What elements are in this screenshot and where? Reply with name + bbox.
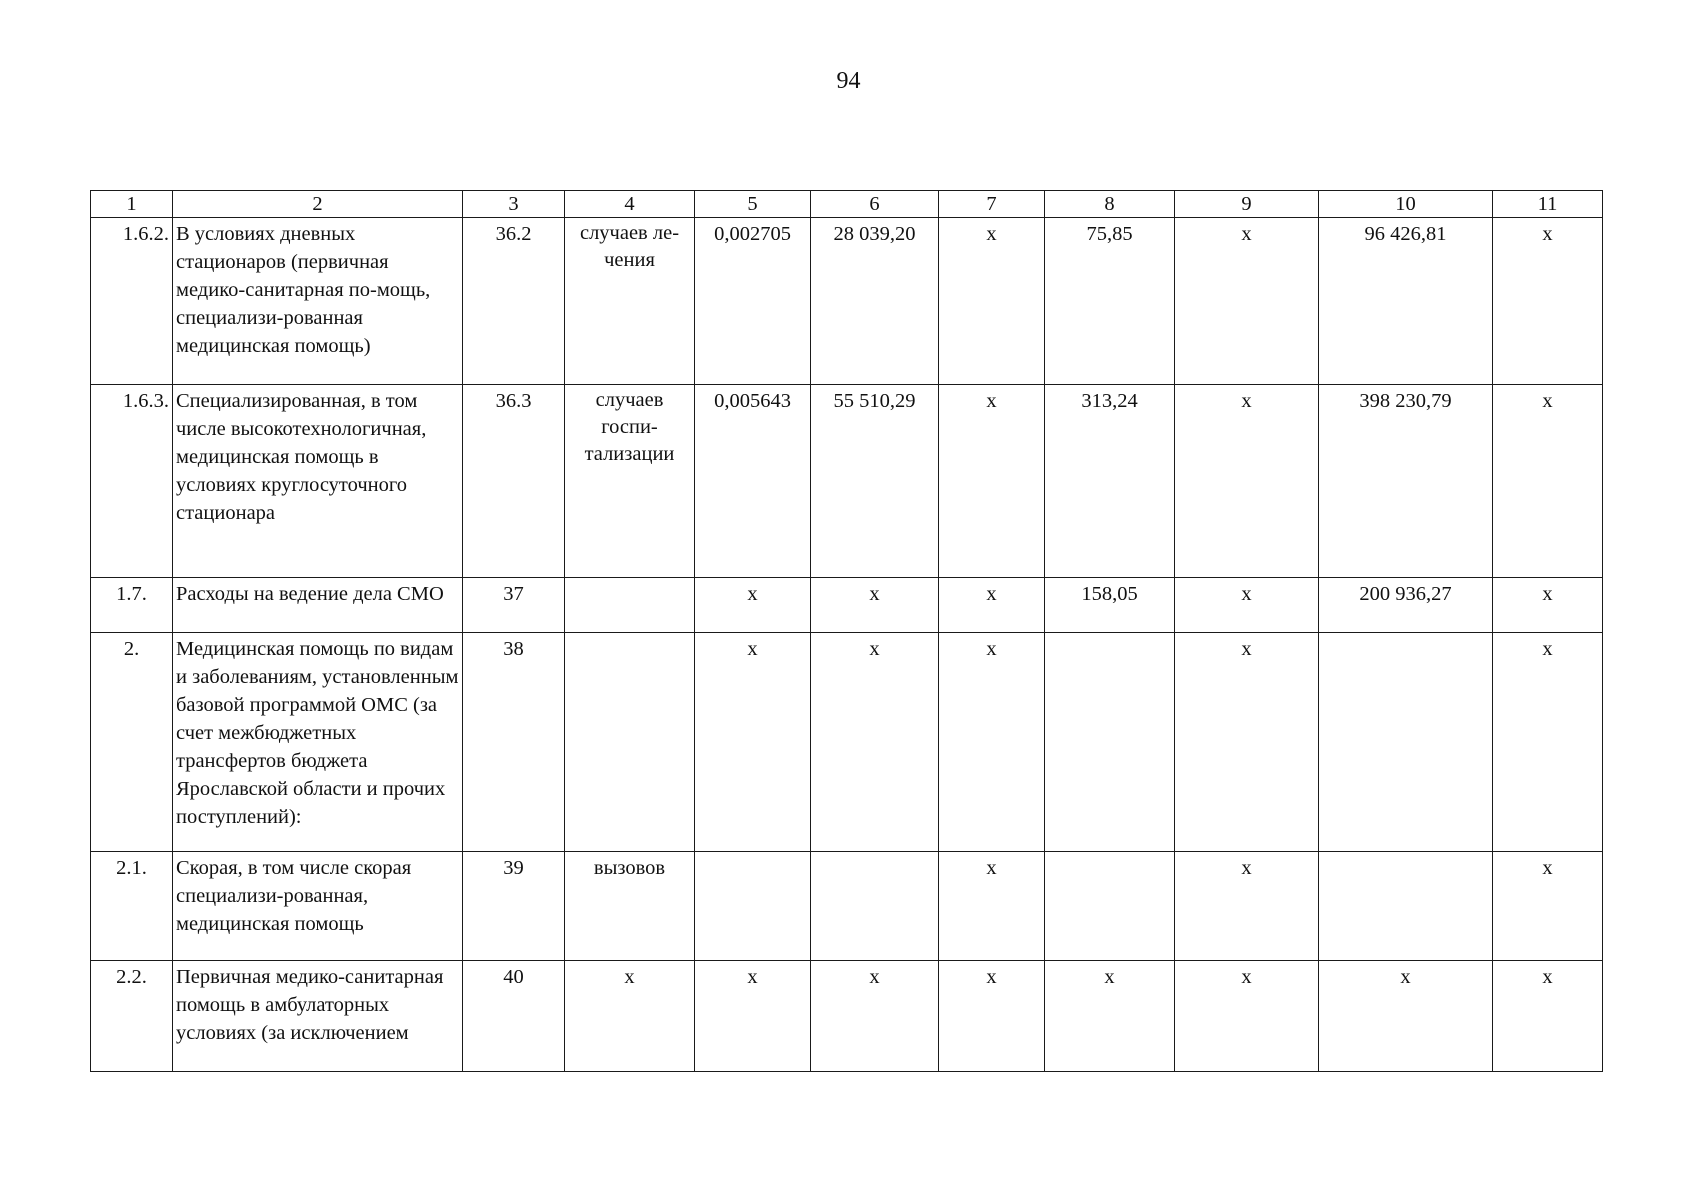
cell-col7: x	[939, 961, 1045, 1072]
row-name: Скорая, в том числе скорая специализи-рованная, медицинская помощь	[173, 852, 463, 961]
row-number: 2.	[91, 633, 173, 852]
data-table	[90, 190, 1603, 1072]
row-name: Специализированная, в том числе высокотехнологичная, медицинская помощь в условиях круглосуточного стационара	[173, 385, 463, 578]
cell-col11: x	[1493, 633, 1603, 852]
cell-col7: x	[939, 578, 1045, 633]
column-header: 8	[1045, 191, 1175, 218]
cell-col5	[695, 852, 811, 961]
cell-col8	[1045, 633, 1175, 852]
cell-col8: x	[1045, 961, 1175, 1072]
cell-col11: x	[1493, 218, 1603, 385]
row-code: 40	[463, 961, 565, 1072]
table-row	[91, 385, 1603, 578]
column-header: 9	[1175, 191, 1319, 218]
column-header: 2	[173, 191, 463, 218]
row-unit	[565, 578, 695, 633]
row-code: 37	[463, 578, 565, 633]
row-unit: случаев ле-чения	[565, 218, 695, 385]
cell-col10: 398 230,79	[1319, 385, 1493, 578]
column-header: 11	[1493, 191, 1603, 218]
cell-col8	[1045, 852, 1175, 961]
column-header: 7	[939, 191, 1045, 218]
row-name: Расходы на ведение дела СМО	[173, 578, 463, 633]
cell-col8: 75,85	[1045, 218, 1175, 385]
header-row	[91, 191, 1603, 218]
cell-col11: x	[1493, 961, 1603, 1072]
cell-col6: x	[811, 633, 939, 852]
cell-col7: x	[939, 385, 1045, 578]
cell-col5: 0,005643	[695, 385, 811, 578]
cell-col7: x	[939, 852, 1045, 961]
row-code: 36.3	[463, 385, 565, 578]
cell-col11: x	[1493, 385, 1603, 578]
page-number: 94	[836, 68, 861, 94]
cell-col11: x	[1493, 852, 1603, 961]
cell-col10	[1319, 633, 1493, 852]
cell-col9: x	[1175, 633, 1319, 852]
row-unit: вызовов	[565, 852, 695, 961]
column-header: 10	[1319, 191, 1493, 218]
cell-col10: 96 426,81	[1319, 218, 1493, 385]
table-row	[91, 852, 1603, 961]
row-code: 36.2	[463, 218, 565, 385]
cell-col6: x	[811, 578, 939, 633]
cell-col9: x	[1175, 961, 1319, 1072]
row-number: 1.6.2.	[91, 218, 173, 385]
row-unit: случаев госпи-тализации	[565, 385, 695, 578]
cell-col7: x	[939, 218, 1045, 385]
table-row	[91, 218, 1603, 385]
column-header: 4	[565, 191, 695, 218]
cell-col10	[1319, 852, 1493, 961]
row-number: 1.6.3.	[91, 385, 173, 578]
cell-col9: x	[1175, 218, 1319, 385]
row-code: 38	[463, 633, 565, 852]
row-name: Медицинская помощь по видам и заболеваниям, установленным базовой программой ОМС (за счет межбюджетных трансфертов бюджета Ярославской области и прочих поступлений):	[173, 633, 463, 852]
column-header: 3	[463, 191, 565, 218]
cell-col5: x	[695, 961, 811, 1072]
cell-col6: x	[811, 961, 939, 1072]
column-header: 1	[91, 191, 173, 218]
cell-col7: x	[939, 633, 1045, 852]
cell-col11: x	[1493, 578, 1603, 633]
cell-col5: x	[695, 578, 811, 633]
column-header: 5	[695, 191, 811, 218]
row-unit: x	[565, 961, 695, 1072]
cell-col9: x	[1175, 578, 1319, 633]
cell-col10: 200 936,27	[1319, 578, 1493, 633]
cell-col8: 158,05	[1045, 578, 1175, 633]
row-code: 39	[463, 852, 565, 961]
cell-col9: x	[1175, 852, 1319, 961]
table-row	[91, 633, 1603, 852]
table-row	[91, 578, 1603, 633]
row-number: 1.7.	[91, 578, 173, 633]
column-header: 6	[811, 191, 939, 218]
row-number: 2.1.	[91, 852, 173, 961]
row-number: 2.2.	[91, 961, 173, 1072]
cell-col8: 313,24	[1045, 385, 1175, 578]
row-unit	[565, 633, 695, 852]
row-name: В условиях дневных стационаров (первичная медико-санитарная по-мощь, специализи-рованная медицинская помощь)	[173, 218, 463, 385]
row-name: Первичная медико-санитарная помощь в амбулаторных условиях (за исключением	[173, 961, 463, 1072]
cell-col10: x	[1319, 961, 1493, 1072]
table-row	[91, 961, 1603, 1072]
cell-col9: x	[1175, 385, 1319, 578]
cell-col6: 55 510,29	[811, 385, 939, 578]
cell-col6	[811, 852, 939, 961]
cell-col5: 0,002705	[695, 218, 811, 385]
cell-col6: 28 039,20	[811, 218, 939, 385]
cell-col5: x	[695, 633, 811, 852]
